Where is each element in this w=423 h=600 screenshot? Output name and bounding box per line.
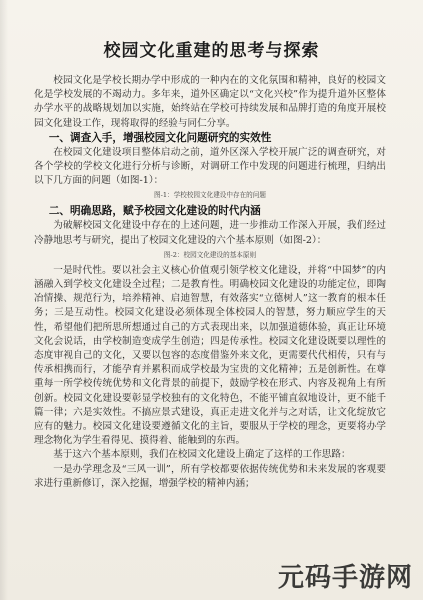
- document-body: [34, 74, 386, 491]
- section-heading-2: 二、明确思路，赋予校园文化建设的时代内涵: [48, 205, 261, 218]
- paragraph-intro: 校园文化是学校长期办学中形成的一种内在的文化氛围和精神，良好的校园文化是学校发展的不竭动力。多年来，道外区确定以“文化兴校”作为提升道外区整体办学水平的战略规划加以实施，始终站在学校可持续发展和品牌打造的角度开展校园文化建设工作，现将取得的经验与同仁分享。: [34, 75, 386, 129]
- site-watermark: 元码手游网: [277, 563, 413, 593]
- paragraph-principles-intro: 为破解校园文化建设中存在的上述问题，进一步推动工作深入开展，我们经过冷静地思考与研究，提出了校园文化建设的六个基本原则（如图-2）：: [34, 220, 386, 246]
- page-edge-shadow: [0, 0, 8, 600]
- paragraph-survey: 在校园文化建设项目整体启动之前，道外区深入学校开展广泛的调查研究，对各个学校的学校文化进行分析与诊断，对调研工作中发现的问题进行梳理，归纳出以下几方面的问题（如图-1）：: [34, 146, 386, 187]
- document-title: 校园文化重建的思考与探索: [103, 41, 320, 61]
- paragraph-work-ideas: 基于这六个基本原则，我们在校园文化建设上确定了这样的工作思路：: [53, 449, 351, 461]
- paragraph-first-idea: 一是办学理念及“三风一训”，所有学校都要依据传统优势和未来发展的客观要求进行重新修订，深入挖掘，增强学校的精神内涵；: [34, 463, 386, 489]
- figure-caption-2: 图-2：校园文化建设的基本原则: [163, 250, 257, 259]
- paragraph-six-principles: 一是时代性。要以社会主义核心价值观引领学校文化建设，并将“中国梦”的内涵融入到学校文化建设全过程；二是教育性。明确校园文化建设的功能定位，即陶冶情操、规范行为，培养精神、启迪智慧，有效落实“立德树人”这一教育的根本任务；三是互动性。校园文化建设必须体现全体校园人的智慧，努力顺应学生的天性，希望他们把所思所想通过自己的方式表现出来，以加强道德体验，真正让环境文化会说话，由学校制造变成学生创造；四是传承性。校园文化建设既要以理性的态度审视自己的文化，又要以包容的态度借鉴外来文化，更需要代代相传，只有与传承相携而行，才能孕育并累积而成学校最为宝贵的文化精神；五是创新性。在尊重每一所学校传统优势和文化背景的前提下，鼓励学校在形式、内容及视角上有所创新。校园文化建设要彰显学校独有的文化特色，不能平铺直叙地设计，更不能千篇一律；六是实效性。不搞应景式建设，真正走进文化并与之对话，让文化绽放它应有的魅力。校园文化建设要遵循文化的主旨，要服从于学校的理念，更要将办学理念物化为学生看得见、摸得着、能触到的东西。: [34, 264, 386, 447]
- figure-caption-1: 图-1：学校校园文化建设中存在的问题: [154, 191, 266, 200]
- section-heading-1: 一、调查入手，增强校园文化问题研究的实效性: [48, 131, 272, 144]
